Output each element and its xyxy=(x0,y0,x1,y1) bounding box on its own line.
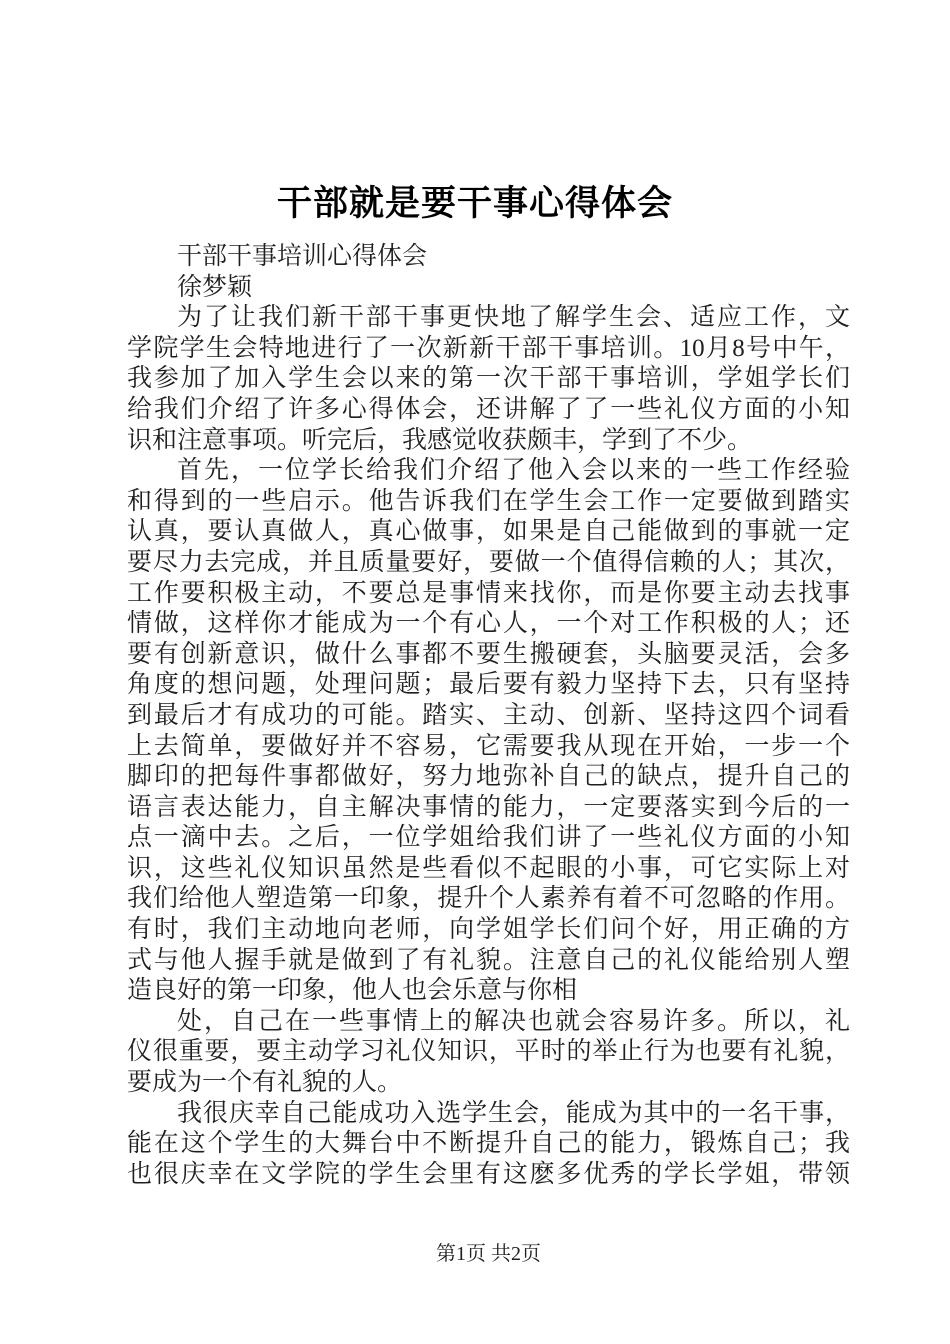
text-line: 角度的想问题，处理问题；最后要有毅力坚持下去，只有坚持 xyxy=(127,671,850,699)
text-line: 认真，要认真做人，真心做事，如果是自己能做到的事就一定 xyxy=(127,518,850,546)
paragraph xyxy=(127,1007,850,1099)
text-line: 首先，一位学长给我们介绍了他入会以来的一些工作经验 xyxy=(177,457,850,485)
document-title: 干部就是要干事心得体会 xyxy=(276,184,673,223)
text-line: 要有创新意识，做什么事都不要生搬硬套，头脑要灵活，会多 xyxy=(127,640,850,668)
text-line: 徐梦颖 xyxy=(177,273,253,301)
page-number-label: 第1页 共2页 xyxy=(436,1243,541,1265)
text-line: 仪很重要，要主动学习礼仪知识，平时的举止行为也要有礼貌， xyxy=(127,1038,850,1066)
text-line: 处，自己在一些事情上的解决也就会容易许多。所以，礼 xyxy=(177,1007,850,1035)
text-line: 我们给他人塑造第一印象，提升个人素养有着不可忽略的作用。 xyxy=(127,885,850,913)
text-line: 学院学生会特地进行了一次新新干部干事培训。10月8号中午， xyxy=(127,334,850,362)
paragraph xyxy=(127,273,850,304)
text-line: 语言表达能力，自主解决事情的能力，一定要落实到今后的一 xyxy=(127,793,850,821)
text-line: 到最后才有成功的可能。踏实、主动、创新、坚持这四个词看 xyxy=(127,701,850,729)
paragraph xyxy=(127,1099,850,1191)
paragraph xyxy=(127,242,850,273)
paragraph xyxy=(127,303,850,456)
text-line: 也很庆幸在文学院的学生会里有这麽多优秀的学长学姐，带领 xyxy=(127,1160,850,1188)
text-line: 我很庆幸自己能成功入选学生会，能成为其中的一名干事， xyxy=(177,1099,850,1127)
text-line: 给我们介绍了许多心得体会，还讲解了了一些礼仪方面的小知 xyxy=(127,395,850,423)
document-body xyxy=(127,242,850,1190)
text-line: 我参加了加入学生会以来的第一次干部干事培训，学姐学长们 xyxy=(127,365,850,393)
text-line: 识和注意事项。听完后，我感觉收获颇丰，学到了不少。 xyxy=(127,426,753,454)
text-line: 上去简单，要做好并不容易，它需要我从现在开始，一步一个 xyxy=(127,732,850,760)
text-line: 点一滴中去。之后，一位学姐给我们讲了一些礼仪方面的小知 xyxy=(127,824,850,852)
text-line: 为了让我们新干部干事更快地了解学生会、适应工作，文 xyxy=(177,304,850,332)
paragraph xyxy=(127,456,850,1007)
text-line: 脚印的把每件事都做好，努力地弥补自己的缺点，提升自己的 xyxy=(127,763,850,791)
text-line: 工作要积极主动，不要总是事情来找你，而是你要主动去找事 xyxy=(127,579,850,607)
text-line: 要尽力去完成，并且质量要好，要做一个值得信赖的人；其次， xyxy=(127,548,850,576)
text-line: 识，这些礼仪知识虽然是些看似不起眼的小事，可它实际上对 xyxy=(127,854,850,882)
text-line: 要成为一个有礼貌的人。 xyxy=(127,1069,403,1097)
page-footer xyxy=(127,1240,850,1268)
text-line: 情做，这样你才能成为一个有心人，一个对工作积极的人；还 xyxy=(127,610,850,638)
text-line: 和得到的一些启示。他告诉我们在学生会工作一定要做到踏实 xyxy=(127,487,850,515)
text-line: 能在这个学生的大舞台中不断提升自己的能力，锻炼自己；我 xyxy=(127,1130,850,1158)
text-line: 造良好的第一印象，他人也会乐意与你相 xyxy=(127,977,578,1005)
text-line: 有时，我们主动地向老师，向学姐学长们问个好，用正确的方 xyxy=(127,916,850,944)
text-line: 式与他人握手就是做到了有礼貌。注意自己的礼仪能给别人塑 xyxy=(127,946,850,974)
text-line: 干部干事培训心得体会 xyxy=(177,243,428,270)
